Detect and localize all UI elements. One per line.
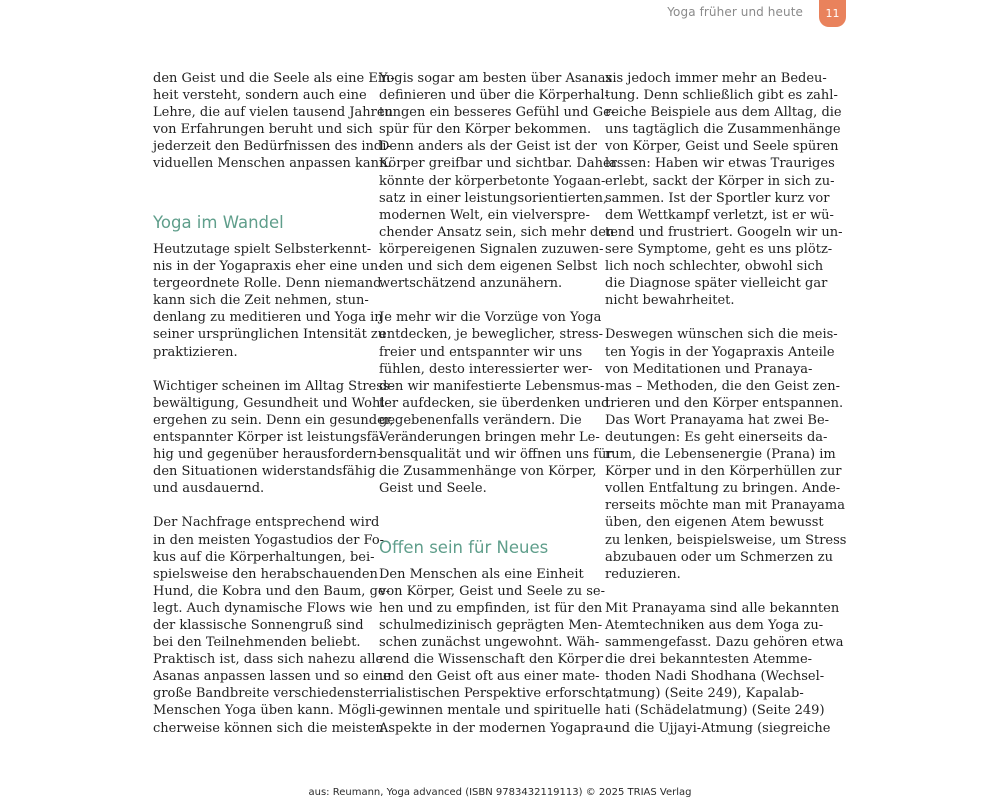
body-paragraph — [379, 70, 617, 292]
paragraph-gap — [379, 292, 589, 309]
text-line: bensqualität und wir öffnen uns für — [379, 447, 613, 463]
body-paragraph — [605, 600, 844, 737]
text-line: entspannter Körper ist leistungsfä- — [153, 429, 384, 445]
body-paragraph — [153, 241, 387, 361]
text-line: Praktisch ist, dass sich nahezu alle — [153, 652, 384, 668]
text-column-3 — [605, 70, 847, 737]
text-line: üben, den eigenen Atem bewusst — [605, 515, 824, 531]
text-line: von Erfahrungen beruht und sich — [153, 122, 373, 138]
text-line: gewinnen mentale und spirituelle — [379, 703, 601, 719]
text-line: nis in der Yogapraxis eher eine un- — [153, 259, 383, 275]
text-line: erlebt, sackt der Körper in sich zu- — [605, 173, 835, 189]
text-line: von Körper, Geist und Seele zu se- — [379, 583, 605, 599]
text-line: sere Symptome, geht es uns plötz- — [605, 241, 833, 257]
paragraph-gap — [153, 173, 363, 190]
text-line: wertschätzend anzunähern. — [379, 276, 563, 292]
text-line: Deswegen wünschen sich die meis- — [605, 327, 838, 343]
text-line: Lehre, die auf vielen tausend Jahren — [153, 105, 393, 121]
text-line: deutungen: Es geht einerseits da- — [605, 429, 828, 445]
text-line: und den Geist oft aus einer mate- — [379, 669, 600, 685]
text-line: fühlen, desto interessierter wer- — [379, 361, 593, 377]
text-line: zu lenken, beispielsweise, um Stress — [605, 532, 847, 548]
text-line: tung. Denn schließlich gibt es zahl- — [605, 88, 838, 104]
text-line: Den Menschen als eine Einheit — [379, 566, 584, 582]
text-line: spielsweise den herabschauenden — [153, 566, 378, 582]
paragraph-gap — [605, 309, 815, 326]
text-line: trieren und den Körper entspannen. — [605, 395, 844, 411]
text-line: thoden Nadi Shodhana (Wechsel- — [605, 669, 825, 685]
text-line: Aspekte in der modernen Yogapra- — [379, 720, 609, 736]
body-paragraph — [605, 70, 843, 309]
footer-credit: aus: Reumann, Yoga advanced (ISBN 9783432119113) © 2025 TRIAS Verlag — [308, 787, 692, 798]
text-line: Körper greifbar und sichtbar. Daher — [379, 156, 617, 172]
paragraph-gap — [605, 583, 815, 600]
text-line: cherweise können sich die meisten — [153, 720, 384, 736]
text-line: Asanas anpassen lassen und so eine — [153, 669, 391, 685]
section-heading: Yoga im Wandel — [153, 212, 284, 232]
text-line: sammengefasst. Dazu gehören etwa — [605, 635, 844, 651]
text-line: abzubauen oder um Schmerzen zu — [605, 549, 834, 565]
text-line: Geist und Seele. — [379, 481, 487, 497]
body-paragraph — [153, 70, 395, 173]
text-line: gegebenenfalls verändern. Die — [379, 412, 582, 428]
body-paragraph — [379, 566, 610, 737]
text-line: tungen ein besseres Gefühl und Ge- — [379, 105, 616, 121]
text-column-1 — [153, 70, 395, 737]
text-line: kus auf die Körperhaltungen, bei- — [153, 549, 375, 565]
paragraph-gap — [153, 497, 363, 514]
text-line: große Bandbreite verschiedenster — [153, 686, 379, 702]
text-line: sammen. Ist der Sportler kurz vor — [605, 190, 830, 206]
text-line: kann sich die Zeit nehmen, stun- — [153, 293, 369, 309]
text-line: legt. Auch dynamische Flows wie — [153, 600, 373, 616]
text-line: tend und frustriert. Googeln wir un- — [605, 224, 843, 240]
text-line: praktizieren. — [153, 344, 238, 360]
paragraph-gap — [153, 361, 363, 378]
text-line: ergehen zu sein. Denn ein gesunder, — [153, 412, 394, 428]
text-line: Das Wort Pranayama hat zwei Be- — [605, 412, 830, 428]
text-line: definieren und über die Körperhal- — [379, 88, 609, 104]
page-number-tab — [819, 0, 846, 27]
text-line: nicht bewahrheitet. — [605, 293, 735, 309]
body-paragraph — [605, 326, 847, 582]
paragraph-gap — [379, 514, 589, 531]
text-line: Yogis sogar am besten über Asanas — [379, 71, 613, 86]
text-line: der klassische Sonnengruß sind — [153, 618, 364, 633]
text-line: tergeordnete Rolle. Denn niemand — [153, 276, 382, 292]
text-line: schen zunächst ungewohnt. Wäh- — [379, 635, 600, 651]
text-line: ten Yogis in der Yogapraxis Anteile — [605, 344, 835, 360]
text-line: denlang zu meditieren und Yoga in — [153, 310, 383, 326]
text-line: xis jedoch immer mehr an Bedeu- — [605, 71, 827, 86]
text-line: Mit Pranayama sind alle bekannten — [605, 600, 840, 616]
text-line: rerseits möchte man mit Pranayama — [605, 498, 845, 514]
text-line: heit versteht, sondern auch eine — [153, 88, 367, 104]
text-line: von Körper, Geist und Seele spüren — [605, 139, 839, 155]
paragraph-gap — [153, 190, 363, 207]
body-paragraph — [153, 378, 394, 498]
text-line: lassen: Haben wir etwas Trauriges — [605, 156, 835, 172]
text-line: die Diagnose später vielleicht gar — [605, 276, 828, 292]
text-line: reduzieren. — [605, 566, 681, 582]
text-line: könnte der körperbetonte Yogaan- — [379, 173, 606, 189]
text-line: hen und zu empfinden, ist für den — [379, 600, 603, 616]
text-line: Veränderungen bringen mehr Le- — [379, 429, 600, 445]
text-line: Der Nachfrage entsprechend wird — [153, 515, 380, 531]
text-line: Denn anders als der Geist ist der — [379, 139, 597, 155]
text-line: den Situationen widerstandsfähig — [153, 464, 376, 480]
text-line: freier und entspannter wir uns — [379, 344, 583, 360]
text-line: hig und gegenüber herausfordern- — [153, 447, 382, 463]
text-line: den Geist und die Seele als eine Ein- — [153, 71, 395, 86]
text-line: Wichtiger scheinen im Alltag Stress- — [153, 378, 394, 394]
text-column-2 — [379, 70, 617, 737]
text-line: satz in einer leistungsorientierten, — [379, 190, 608, 206]
body-paragraph — [379, 309, 613, 497]
page-number: 11 — [825, 7, 840, 20]
text-line: atmung) (Seite 249), Kapalab- — [605, 686, 804, 702]
text-line: den und sich dem eigenen Selbst — [379, 259, 598, 275]
text-line: mas – Methoden, die den Geist zen- — [605, 378, 840, 394]
paragraph-gap — [379, 497, 589, 514]
section-heading: Offen sein für Neues — [379, 537, 549, 557]
text-line: entdecken, je beweglicher, stress- — [379, 327, 604, 343]
running-header-title: Yoga früher und heute — [667, 5, 803, 19]
text-line: reiche Beispiele aus dem Alltag, die — [605, 105, 842, 121]
text-line: uns tagtäglich die Zusammenhänge — [605, 122, 841, 138]
text-line: rend die Wissenschaft den Körper — [379, 652, 604, 668]
text-line: die drei bekanntesten Atemme- — [605, 652, 813, 668]
text-line: schulmedizinisch geprägten Men- — [379, 618, 603, 633]
text-line: den wir manifestierte Lebensmus- — [379, 378, 605, 394]
text-line: rialistischen Perspektive erforscht, — [379, 686, 610, 702]
body-paragraph — [153, 514, 391, 736]
text-line: Heutzutage spielt Selbsterkennt- — [153, 241, 372, 257]
text-line: viduellen Menschen anpassen kann. — [153, 156, 392, 172]
text-line: die Zusammenhänge von Körper, — [379, 464, 597, 480]
text-line: in den meisten Yogastudios der Fo- — [153, 532, 385, 548]
text-line: ter aufdecken, sie überdenken und — [379, 395, 610, 411]
text-line: jederzeit den Bedürfnissen des indi- — [153, 139, 391, 155]
text-line: chender Ansatz sein, sich mehr den — [379, 224, 615, 240]
text-line: Menschen Yoga üben kann. Mögli- — [153, 703, 381, 719]
text-line: Atemtechniken aus dem Yoga zu- — [605, 618, 824, 633]
text-line: und die Ujjayi-Atmung (siegreiche — [605, 720, 831, 736]
text-line: rum, die Lebensenergie (Prana) im — [605, 447, 836, 463]
text-line: Hund, die Kobra und den Baum, ge- — [153, 583, 390, 599]
text-line: dem Wettkampf verletzt, ist er wü- — [605, 207, 834, 223]
text-line: Körper und in den Körperhüllen zur — [605, 464, 842, 480]
text-line: körpereigenen Signalen zuzuwen- — [379, 241, 604, 257]
text-line: spür für den Körper bekommen. — [379, 122, 592, 138]
text-line: vollen Entfaltung zu bringen. Ande- — [605, 481, 841, 497]
text-line: bei den Teilnehmenden beliebt. — [153, 635, 361, 651]
text-line: hati (Schädelatmung) (Seite 249) — [605, 703, 825, 719]
text-line: bewältigung, Gesundheit und Wohl- — [153, 395, 389, 411]
text-line: seiner ursprünglichen Intensität zu — [153, 327, 387, 343]
text-line: Je mehr wir die Vorzüge von Yoga — [379, 310, 602, 326]
text-line: von Meditationen und Pranaya- — [605, 361, 813, 377]
text-line: und ausdauernd. — [153, 481, 265, 497]
text-line: modernen Welt, ein vielverspre- — [379, 207, 590, 223]
text-line: lich noch schlechter, obwohl sich — [605, 259, 824, 275]
